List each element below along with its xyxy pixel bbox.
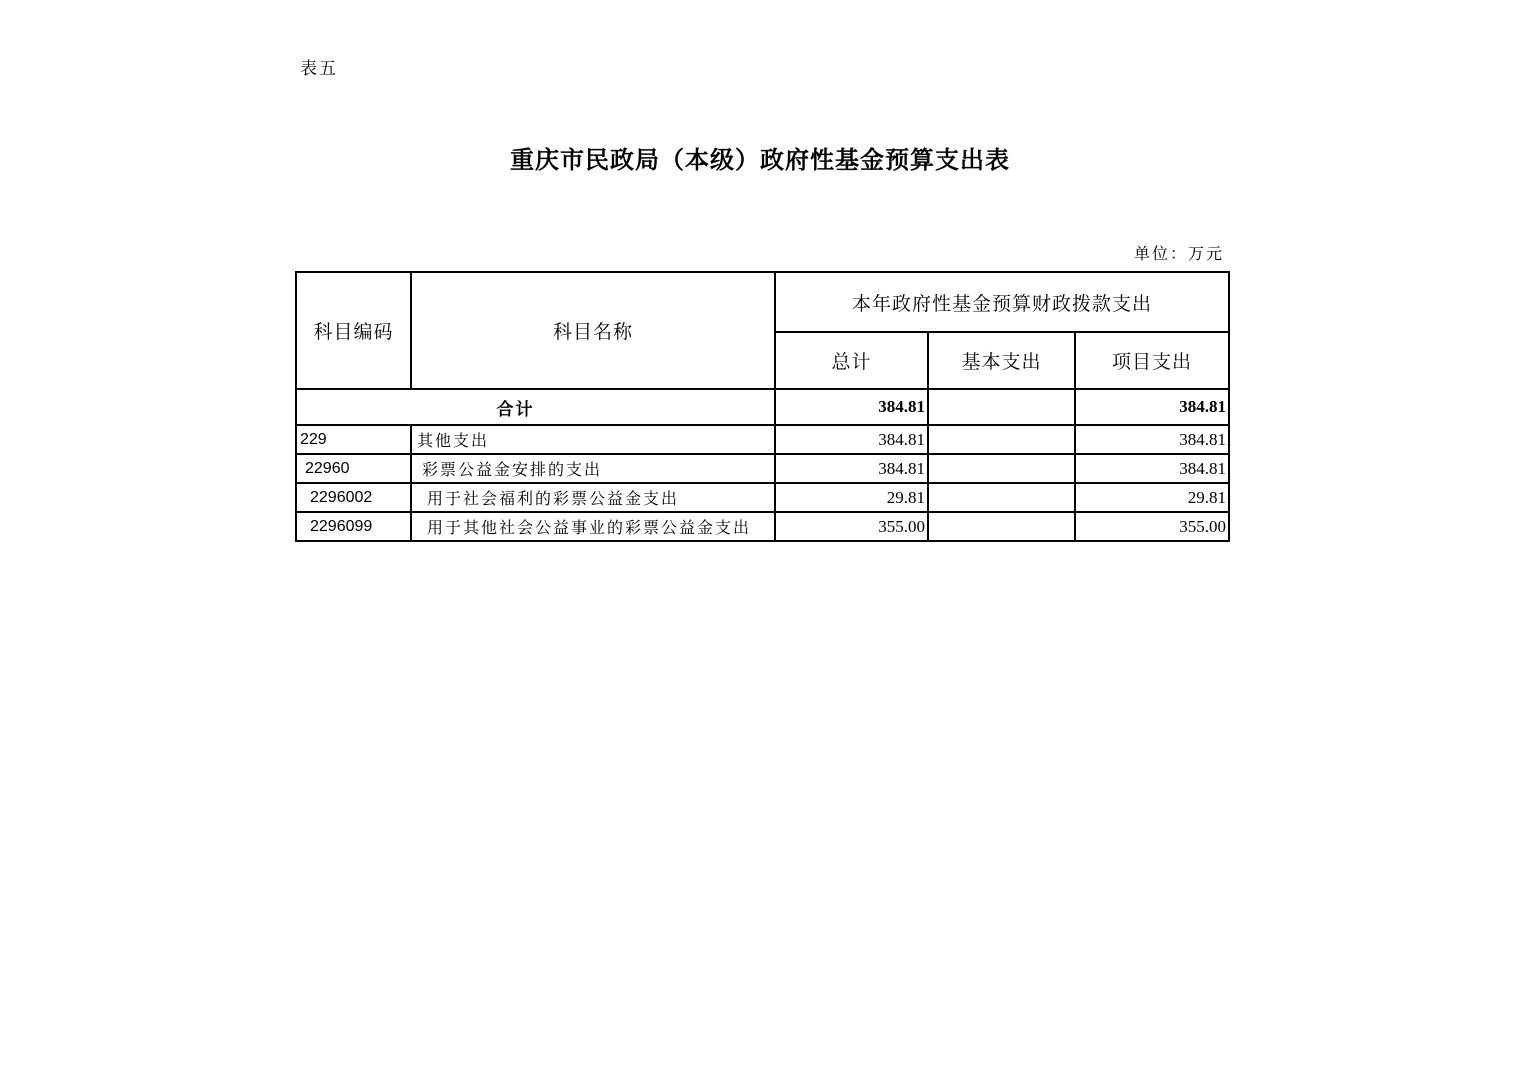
row-name: 彩票公益金安排的支出 (411, 454, 775, 483)
page-title: 重庆市民政局（本级）政府性基金预算支出表 (510, 145, 1010, 174)
table-row (296, 512, 1229, 541)
header-code: 科目编码 (296, 272, 411, 389)
header-row-1 (296, 272, 1229, 332)
row-basic (928, 425, 1075, 454)
total-basic (928, 389, 1075, 425)
total-total: 384.81 (775, 389, 928, 425)
budget-table (295, 271, 1230, 542)
row-name: 其他支出 (411, 425, 775, 454)
row-project: 355.00 (1075, 512, 1229, 541)
row-total: 355.00 (775, 512, 928, 541)
header-total: 总计 (775, 332, 928, 389)
row-code: 2296099 (296, 512, 411, 541)
row-code: 2296002 (296, 483, 411, 512)
row-project: 384.81 (1075, 454, 1229, 483)
total-project: 384.81 (1075, 389, 1229, 425)
total-label: 合计 (296, 389, 775, 425)
unit-label: 单位：万元 (1133, 244, 1224, 263)
row-name: 用于社会福利的彩票公益金支出 (411, 483, 775, 512)
row-name: 用于其他社会公益事业的彩票公益金支出 (411, 512, 775, 541)
header-group: 本年政府性基金预算财政拨款支出 (775, 272, 1229, 332)
row-total: 384.81 (775, 425, 928, 454)
row-code: 229 (296, 425, 411, 454)
row-project: 384.81 (1075, 425, 1229, 454)
row-code: 22960 (296, 454, 411, 483)
total-row (296, 389, 1229, 425)
table-row (296, 483, 1229, 512)
row-total: 29.81 (775, 483, 928, 512)
row-project: 29.81 (1075, 483, 1229, 512)
header-name: 科目名称 (411, 272, 775, 389)
table-row (296, 425, 1229, 454)
row-basic (928, 483, 1075, 512)
row-basic (928, 512, 1075, 541)
table-row (296, 454, 1229, 483)
header-project: 项目支出 (1075, 332, 1229, 389)
row-total: 384.81 (775, 454, 928, 483)
table-number-label: 表五 (300, 59, 338, 79)
header-basic: 基本支出 (928, 332, 1075, 389)
row-basic (928, 454, 1075, 483)
